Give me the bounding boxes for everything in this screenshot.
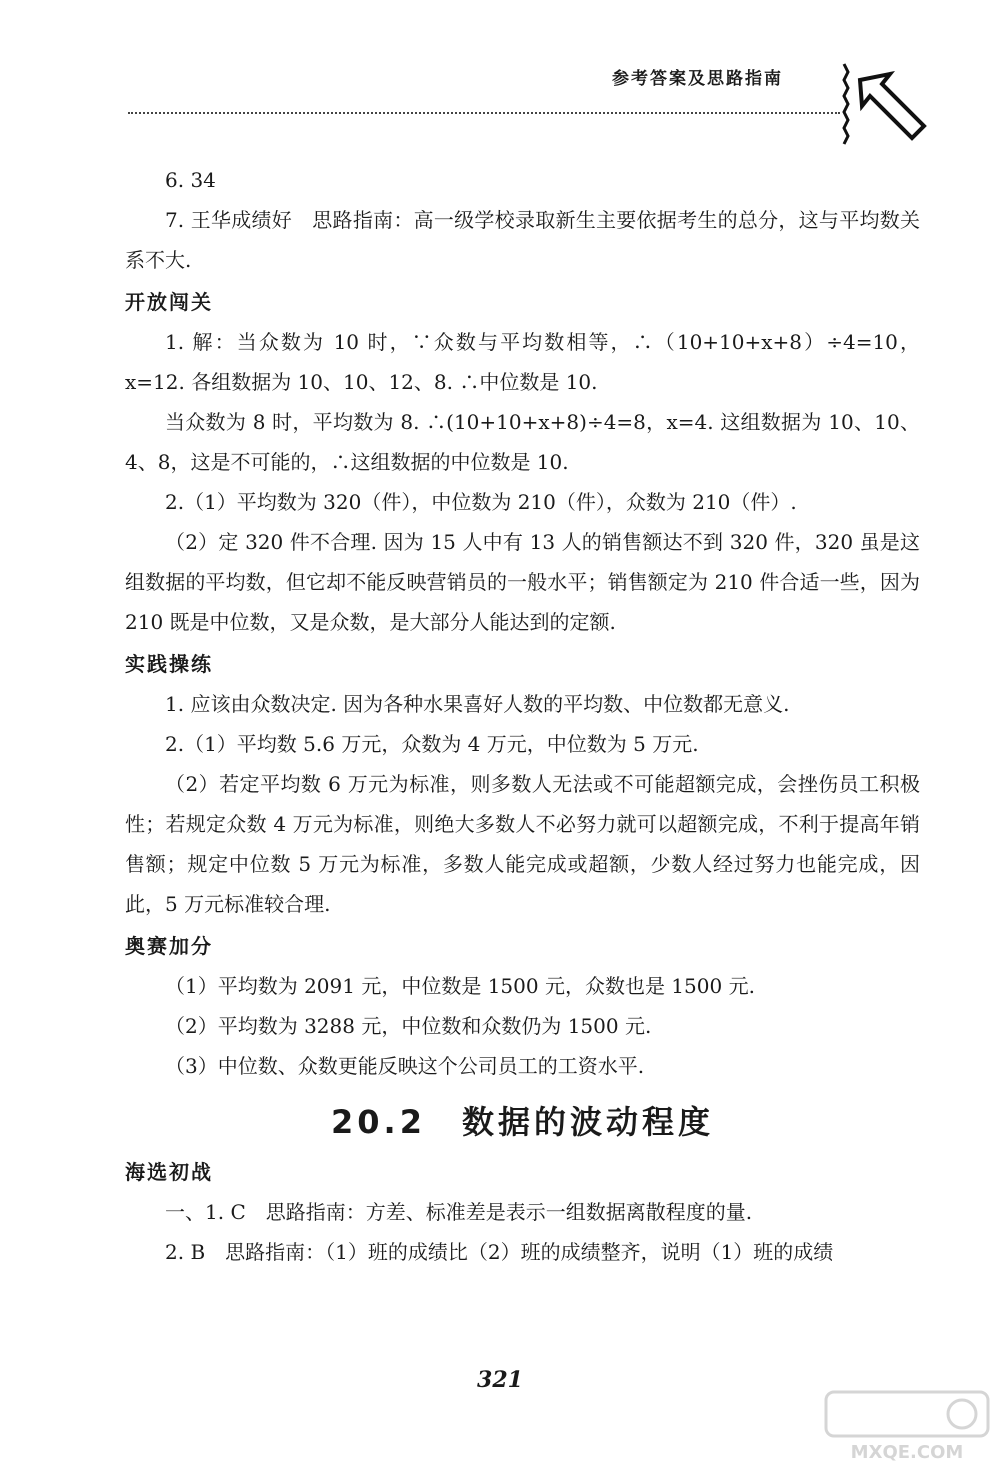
answer-paragraph: 1. 解：当众数为 10 时，∵众数与平均数相等，∴（10+10+x+8）÷4=10，x=12. 各组数据为 10、10、12、8. ∴中位数是 10. (125, 330, 920, 394)
answer-paragraph: 2. B 思路指南：（1）班的成绩比（2）班的成绩整齐，说明（1）班的成绩 (165, 1240, 834, 1264)
section-heading: 海选初战 (125, 1160, 213, 1184)
answer-paragraph: 6. 34 (165, 168, 216, 192)
section-heading: 奥赛加分 (125, 934, 213, 958)
svg-text:MXQE.COM: MXQE.COM (850, 1442, 964, 1463)
answer-content (125, 160, 920, 1272)
section-heading: 开放闯关 (125, 290, 213, 314)
section-heading: 实践操练 (125, 652, 213, 676)
answer-paragraph: 当众数为 8 时，平均数为 8. ∴(10+10+x+8)÷4=8，x=4. 这组数据为 10、10、4、8，这是不可能的，∴这组数据的中位数是 10. (125, 410, 920, 474)
answer-paragraph: 2.（1）平均数为 320（件），中位数为 210（件），众数为 210（件）. (165, 490, 797, 514)
answer-paragraph: 一、1. C 思路指南：方差、标准差是表示一组数据离散程度的量. (165, 1200, 753, 1224)
watermark-logo (822, 1388, 992, 1464)
answer-paragraph: 1. 应该由众数决定. 因为各种水果喜好人数的平均数、中位数都无意义. (165, 692, 790, 716)
answer-paragraph: （2）若定平均数 6 万元为标准，则多数人无法或不可能超额完成，会挫伤员工积极性；若规定众数 4 万元为标准，则绝大多数人不必努力就可以超额完成，不利于提高年销售额；规定中位数 5 万元为标准，多数人能完成或超额，少数人经过努力也能完成，因此，5 万元标准较合理. (125, 772, 920, 916)
answer-paragraph: （2）平均数为 3288 元，中位数和众数仍为 1500 元. (165, 1014, 652, 1038)
page-number: 321 (477, 1367, 523, 1393)
header-title: 参考答案及思路指南 (612, 69, 783, 89)
answer-paragraph: （2）定 320 件不合理. 因为 15 人中有 13 人的销售额达不到 320 件，320 虽是这组数据的平均数，但它却不能反映营销员的一般水平；销售额定为 210 件合适一些，因为 210 既是中位数，又是众数，是大部分人能达到的定额. (125, 530, 920, 634)
answer-paragraph: （3）中位数、众数更能反映这个公司员工的工资水平. (165, 1054, 645, 1078)
answer-paragraph: 2.（1）平均数 5.6 万元，众数为 4 万元，中位数为 5 万元. (165, 732, 699, 756)
section-title: 20.2 数据的波动程度 (331, 1103, 714, 1141)
answer-paragraph: （1）平均数为 2091 元，中位数是 1500 元，众数也是 1500 元. (165, 974, 755, 998)
answer-paragraph: 7. 王华成绩好 思路指南：高一级学校录取新生主要依据考生的总分，这与平均数关系不大. (125, 208, 920, 272)
header-divider (128, 112, 840, 114)
arrow-icon (838, 60, 928, 150)
